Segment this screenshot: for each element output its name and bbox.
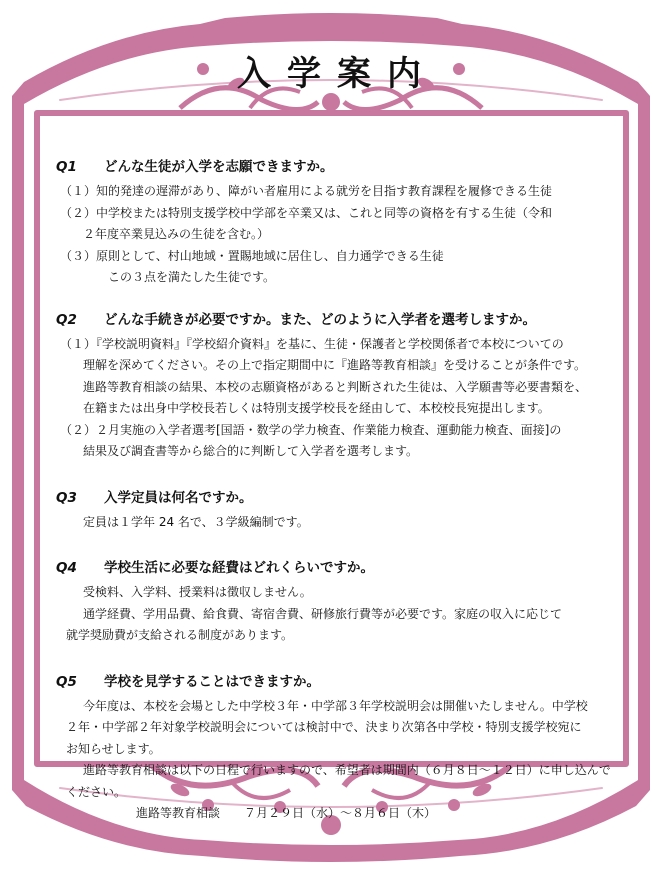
- page-title: 入学案内: [237, 54, 437, 94]
- answer-line: （２）中学校または特別支援学校中学部を卒業又は、これと同等の資格を有する生徒（令和: [60, 205, 553, 220]
- answer-line: 通学経費、学用品費、給食費、寄宿舎費、研修旅行費等が必要です。家庭の収入に応じて: [83, 606, 563, 621]
- question-number: Q4: [56, 560, 77, 576]
- faq-section-q4: [56, 557, 616, 647]
- question-heading: [56, 309, 616, 331]
- answer-line: （２）２月実施の入学者選考[国語・数学の学力検査、作業能力検査、運動能力検査、面接]の: [60, 422, 562, 437]
- answer-line: ２年度卒業見込みの生徒を含む。）: [83, 227, 270, 241]
- question-heading: [56, 671, 616, 693]
- question-number: Q5: [56, 673, 77, 690]
- answer-line: 今年度は、本校を会場とした中学校３年・中学部３年学校説明会は開催いたしません。中学校: [83, 698, 588, 713]
- answer-line: 在籍または出身中学校長若しくは特別支援学校長を経由して、本校校長宛提出します。: [83, 401, 550, 415]
- question-number: Q3: [56, 489, 77, 506]
- answer-line: （１）知的発達の遅滞があり、障がい者雇用による就労を目指す教育課程を履修できる生徒: [60, 184, 553, 198]
- answer-line: 進路等教育相談は以下の日程で行いますので、希望者は期間内（６月８日～１２日）に申し込んで: [83, 763, 611, 777]
- faq-section-q2: [56, 309, 616, 463]
- answer-line: ください。: [66, 784, 127, 799]
- answer-line: 定員は１学年 24 名で、３学級編制です。: [83, 514, 309, 529]
- question-heading: [56, 557, 616, 579]
- question-text: どんな手続きが必要ですか。また、どのように入学者を選考しますか。: [104, 311, 536, 328]
- answer-line: この３点を満たした生徒です。: [108, 270, 276, 284]
- answer-line: お知らせします。: [66, 741, 161, 756]
- answer-line: 結果及び調査書等から総合的に判断して入学者を選考します。: [83, 444, 419, 458]
- answer-line: （１）『学校説明資料』『学校紹介資料』を基に、生徒・保護者と学校関係者で本校についての: [60, 336, 564, 351]
- question-text: 学校生活に必要な経費はどれくらいですか。: [104, 560, 374, 576]
- faq-section-q3: [56, 487, 616, 534]
- question-heading: [56, 487, 616, 509]
- question-number: Q2: [56, 311, 77, 328]
- answer-line: 理解を深めてください。その上で指定期間中に『進路等教育相談』を受けることが条件です。: [83, 358, 587, 372]
- faq-section-q5: [56, 671, 616, 825]
- question-number: Q1: [56, 159, 77, 175]
- question-text: どんな生徒が入学を志願できますか。: [104, 159, 334, 175]
- answer-line: ２年・中学部２年対象学校説明会については検討中で、決まり次第各中学校・特別支援学校宛に: [66, 720, 582, 734]
- faq-section-q1: [56, 156, 616, 289]
- question-text: 入学定員は何名ですか。: [104, 489, 253, 506]
- question-text: 学校を見学することはできますか。: [104, 673, 320, 690]
- consultation-schedule: 進路等教育相談 ７月２９日（水）～８月６日（木）: [136, 806, 437, 820]
- question-heading: [56, 156, 616, 178]
- answer-line: 進路等教育相談の結果、本校の志願資格があると判断された生徒は、入学願書等必要書類を、: [83, 379, 588, 394]
- answer-line: 受検料、入学料、授業料は徴収しません。: [83, 585, 312, 599]
- answer-line: （３）原則として、村山地域・置賜地域に居住し、自力通学できる生徒: [60, 248, 444, 263]
- answer-line: 就学奨励費が支給される制度があります。: [66, 628, 294, 642]
- faq-content: [56, 156, 616, 825]
